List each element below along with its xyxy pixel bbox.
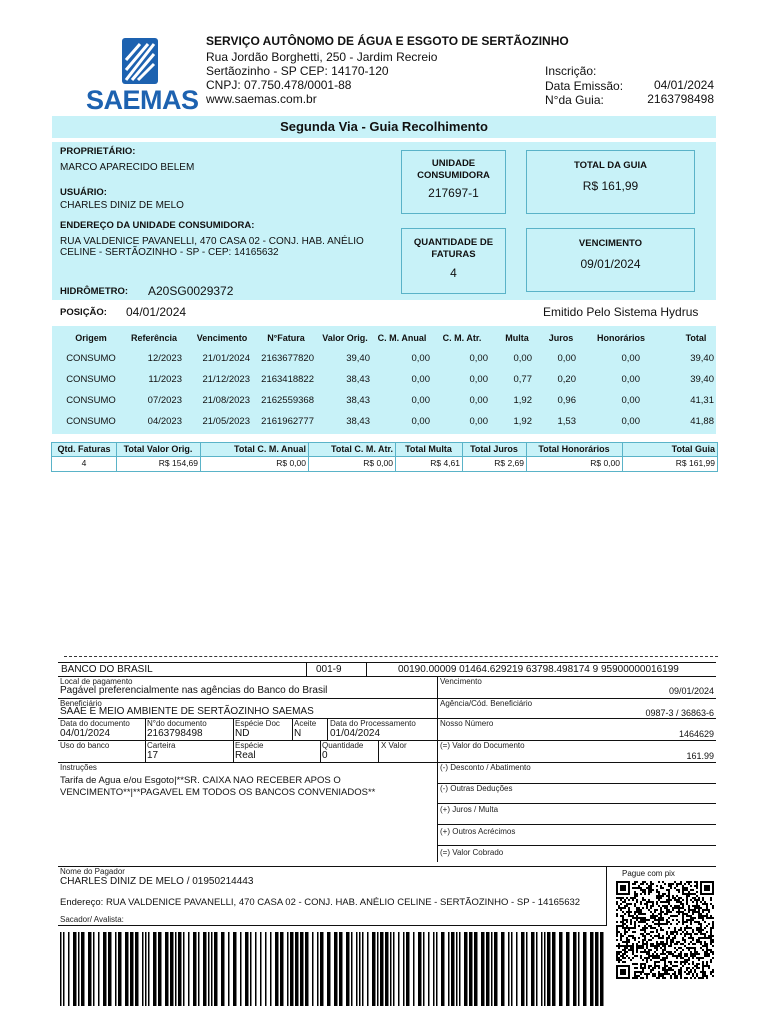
emissao-label: Data Emissão: — [545, 79, 624, 93]
cobrado-label: (=) Valor Cobrado — [440, 848, 504, 857]
instr-label: Instruções — [60, 763, 97, 772]
pagador-endereco: Endereço: RUA VALDENICE PAVANELLI, 470 CASA 02 - CONJ. HAB. ANÉLIO CELINE - SERTÃOZINHO - SP - 14165632 — [60, 897, 581, 908]
col-cm-atr: C. M. Atr. — [442, 333, 482, 343]
sacador-label: Sacador/ Avalista: — [60, 915, 124, 924]
cell-referencia: 12/2023 — [147, 353, 182, 364]
tot-h-multa: Total Multa — [405, 444, 452, 454]
total-value: R$ 161,99 — [582, 179, 639, 193]
linha-digitavel: 00190.00009 01464.629219 63798.498174 9 95900000016199 — [398, 664, 679, 675]
proprietario-label: PROPRIETÁRIO: — [60, 146, 136, 157]
tot-h-juros: Total Juros — [470, 444, 518, 454]
col-nfatura: N°Fatura — [267, 333, 305, 343]
col-origem: Origem — [75, 333, 107, 343]
org-cnpj: CNPJ: 07.750.478/0001-88 — [206, 78, 352, 92]
items-table-header — [52, 333, 716, 345]
emitido-text: Emitido Pelo Sistema Hydrus — [543, 305, 699, 319]
pix-label: Pague com pix — [622, 869, 675, 878]
aceite-label: Aceite — [294, 719, 317, 728]
cell-origem: CONSUMO — [66, 395, 116, 406]
org-city: Sertãozinho - SP CEP: 14170-120 — [206, 64, 389, 78]
logo-emblem-icon — [86, 36, 196, 88]
tot-h-cm-atr: Total C. M. Atr. — [331, 444, 393, 454]
cell-nfatura: 2163677820 — [261, 353, 314, 364]
pagador-value: CHARLES DINIZ DE MELO / 01950214443 — [60, 876, 254, 887]
posicao-value: 04/01/2024 — [126, 305, 187, 319]
proprietario-value: MARCO APARECIDO BELEM — [60, 162, 195, 173]
num-doc-label: N°do documento — [147, 719, 207, 728]
num-doc-value: 2163798498 — [147, 728, 203, 739]
col-honorarios: Honorários — [596, 333, 645, 343]
endereco-line2: CELINE - SERTÃOZINHO - SP - CEP: 14165632 — [60, 247, 279, 258]
outras-ded-label: (-) Outras Deduções — [440, 784, 513, 793]
cell-referencia: 04/2023 — [147, 416, 182, 427]
cell-vencimento: 21/05/2023 — [202, 416, 250, 427]
table-row — [52, 353, 716, 365]
col-cm-anual: C. M. Anual — [377, 333, 427, 343]
cell-juros: 1,53 — [557, 416, 576, 427]
tot-honorarios: R$ 0,00 — [590, 458, 620, 468]
juros-label: (+) Juros / Multa — [440, 805, 499, 814]
usuario-label: USUÁRIO: — [60, 187, 107, 198]
col-vencimento: Vencimento — [196, 333, 248, 343]
vencimento-box — [526, 228, 695, 292]
tot-qtd: 4 — [81, 458, 87, 468]
local-value: Pagável preferencialmente nas agências do Banco do Brasil — [60, 685, 328, 696]
endereco-line1: RUA VALDENICE PAVANELLI, 470 CASA 02 - CONJ. HAB. ANÉLIO — [60, 236, 364, 247]
cell-total: 41,88 — [690, 416, 714, 427]
tot-h-guia: Total Guia — [671, 444, 715, 454]
org-site: www.saemas.com.br — [206, 92, 317, 106]
endereco-label: ENDEREÇO DA UNIDADE CONSUMIDORA: — [60, 220, 255, 231]
venc-value: 09/01/2024 — [668, 686, 714, 696]
posicao-label: POSIÇÃO: — [60, 307, 107, 318]
data-proc-label: Data do Processamento — [330, 719, 416, 728]
bank-name: BANCO DO BRASIL — [61, 664, 153, 675]
xvalor-label: X Valor — [381, 741, 407, 750]
quantidade-value: 0 — [322, 750, 328, 761]
cut-line — [64, 656, 718, 657]
agencia-label: Agência/Cód. Beneficiário — [440, 699, 533, 708]
cell-valor-orig: 38,43 — [346, 416, 370, 427]
col-valor-orig: Valor Orig. — [322, 333, 368, 343]
cell-valor-orig: 38,43 — [346, 395, 370, 406]
logo-text: SAEMAS — [86, 85, 199, 115]
tot-h-cm-anual: Total C. M. Anual — [234, 444, 306, 454]
saemas-logo — [86, 36, 199, 115]
totals-table — [51, 442, 718, 472]
tot-h-honorarios: Total Honorários — [538, 444, 610, 454]
qtd-value: 4 — [450, 266, 457, 280]
cell-total: 41,31 — [690, 395, 714, 406]
unidade-label: UNIDADE CONSUMIDORA — [417, 158, 490, 181]
venc-label: Vencimento — [440, 677, 482, 686]
data-proc-value: 01/04/2024 — [330, 728, 381, 739]
cell-cm-anual: 0,00 — [411, 353, 430, 364]
valor-doc-value: 161.99 — [686, 751, 714, 761]
tot-h-qtd: Qtd. Faturas — [57, 444, 111, 454]
cell-origem: CONSUMO — [66, 374, 116, 385]
benef-value: SAAE E MEIO AMBIENTE DE SERTÃOZINHO SAEMAS — [60, 706, 314, 717]
cell-juros: 0,00 — [557, 353, 576, 364]
unidade-box — [401, 150, 506, 214]
carteira-value: 17 — [147, 750, 159, 761]
nosso-label: Nosso Número — [440, 719, 494, 728]
cell-origem: CONSUMO — [66, 416, 116, 427]
especie-doc-label: Espécie Doc — [235, 719, 280, 728]
tot-multa: R$ 4,61 — [430, 458, 460, 468]
qtd-label: QUANTIDADE DE FATURAS — [413, 237, 494, 260]
total-box — [526, 150, 695, 214]
outros-acr-label: (+) Outros Acrécimos — [440, 827, 516, 836]
col-total: Total — [685, 333, 707, 343]
tot-cm-anual: R$ 0,00 — [276, 458, 306, 468]
carteira-label: Carteira — [147, 741, 176, 750]
cell-origem: CONSUMO — [66, 353, 116, 364]
quantidade-label: Quantidade — [322, 741, 364, 750]
guia-label: N°da Guia: — [545, 93, 604, 107]
benef-label: Beneficiário — [60, 699, 102, 708]
cell-nfatura: 2162559368 — [261, 395, 314, 406]
cell-cm-atr: 0,00 — [469, 416, 488, 427]
vencimento-label: VENCIMENTO — [578, 238, 643, 249]
guia-value: 2163798498 — [647, 92, 714, 106]
bank-code: 001-9 — [316, 664, 342, 675]
cell-cm-atr: 0,00 — [469, 374, 488, 385]
cell-multa: 0,00 — [513, 353, 532, 364]
cell-total: 39,40 — [690, 374, 714, 385]
tot-cm-atr: R$ 0,00 — [363, 458, 393, 468]
pix-qr-code — [616, 881, 714, 979]
inscricao-label: Inscrição: — [545, 64, 597, 78]
total-label: TOTAL DA GUIA — [573, 160, 647, 171]
cell-referencia: 11/2023 — [148, 374, 182, 385]
title-bar — [52, 116, 716, 138]
unidade-value: 217697-1 — [428, 186, 479, 200]
cell-cm-atr: 0,00 — [469, 395, 488, 406]
hidrometro-value: A20SG0029372 — [148, 284, 234, 298]
cell-cm-atr: 0,00 — [469, 353, 488, 364]
pagador-label: Nome do Pagador — [60, 867, 125, 876]
tot-valor-orig: R$ 154,69 — [158, 458, 198, 468]
col-referencia: Referência — [130, 333, 178, 343]
cell-honorarios: 0,00 — [621, 374, 640, 385]
valor-doc-label: (=) Valor do Documento — [440, 741, 525, 750]
cell-cm-anual: 0,00 — [411, 395, 430, 406]
uso-label: Uso do banco — [60, 741, 110, 750]
tot-juros: R$ 2,69 — [494, 458, 524, 468]
data-doc-value: 04/01/2024 — [60, 728, 111, 739]
cell-total: 39,40 — [690, 353, 714, 364]
cell-referencia: 07/2023 — [147, 395, 182, 406]
cell-nfatura: 2163418822 — [261, 374, 314, 385]
table-row — [52, 416, 716, 428]
especie-doc-value: ND — [235, 728, 250, 739]
nosso-value: 1464629 — [678, 729, 714, 739]
desconto-label: (-) Desconto / Abatimento — [440, 763, 531, 772]
cell-cm-anual: 0,00 — [411, 374, 430, 385]
instr-line1: Tarifa de Agua e/ou Esgoto|**SR. CAIXA NAO RECEBER APOS O — [60, 775, 341, 786]
especie-label: Espécie — [235, 741, 264, 750]
cell-honorarios: 0,00 — [621, 395, 640, 406]
cell-vencimento: 21/08/2023 — [202, 395, 250, 406]
cell-vencimento: 21/12/2023 — [202, 374, 250, 385]
items-table — [52, 326, 716, 434]
local-label: Local de pagamento — [60, 677, 133, 686]
org-address: Rua Jordão Borghetti, 250 - Jardim Recreio — [206, 50, 438, 64]
hidrometro-label: HIDRÔMETRO: — [60, 286, 129, 297]
col-multa: Multa — [505, 333, 529, 343]
cell-multa: 0,77 — [513, 374, 532, 385]
emissao-value: 04/01/2024 — [653, 78, 714, 92]
vencimento-value: 09/01/2024 — [580, 257, 641, 271]
table-row — [52, 395, 716, 407]
cell-juros: 0,20 — [557, 374, 576, 385]
data-doc-label: Data do documento — [60, 719, 130, 728]
cell-juros: 0,96 — [557, 395, 576, 406]
cell-multa: 1,92 — [513, 416, 532, 427]
cell-cm-anual: 0,00 — [411, 416, 430, 427]
especie-value: Real — [235, 750, 256, 761]
cell-valor-orig: 38,43 — [346, 374, 370, 385]
page-title: Segunda Via - Guia Recolhimento — [280, 119, 488, 134]
aceite-value: N — [294, 728, 302, 739]
cell-honorarios: 0,00 — [621, 416, 640, 427]
tot-h-valor-orig: Total Valor Orig. — [123, 444, 193, 454]
instr-line2: VENCIMENTO**|**PAGAVEL EM TODOS OS BANCOS CONVENIADOS** — [60, 787, 376, 798]
cell-multa: 1,92 — [513, 395, 532, 406]
tot-guia: R$ 161,99 — [675, 458, 715, 468]
agencia-value: 0987-3 / 36863-6 — [645, 708, 714, 718]
org-name: SERVIÇO AUTÔNOMO DE ÁGUA E ESGOTO DE SERTÃOZINHO — [206, 34, 569, 48]
table-row — [52, 374, 716, 386]
col-juros: Juros — [548, 333, 574, 343]
qtd-box — [401, 228, 506, 294]
usuario-value: CHARLES DINIZ DE MELO — [60, 200, 184, 211]
cell-vencimento: 21/01/2024 — [202, 353, 250, 364]
cell-honorarios: 0,00 — [621, 353, 640, 364]
cell-valor-orig: 39,40 — [346, 353, 370, 364]
barcode — [60, 932, 608, 1006]
cell-nfatura: 2161962777 — [261, 416, 314, 427]
